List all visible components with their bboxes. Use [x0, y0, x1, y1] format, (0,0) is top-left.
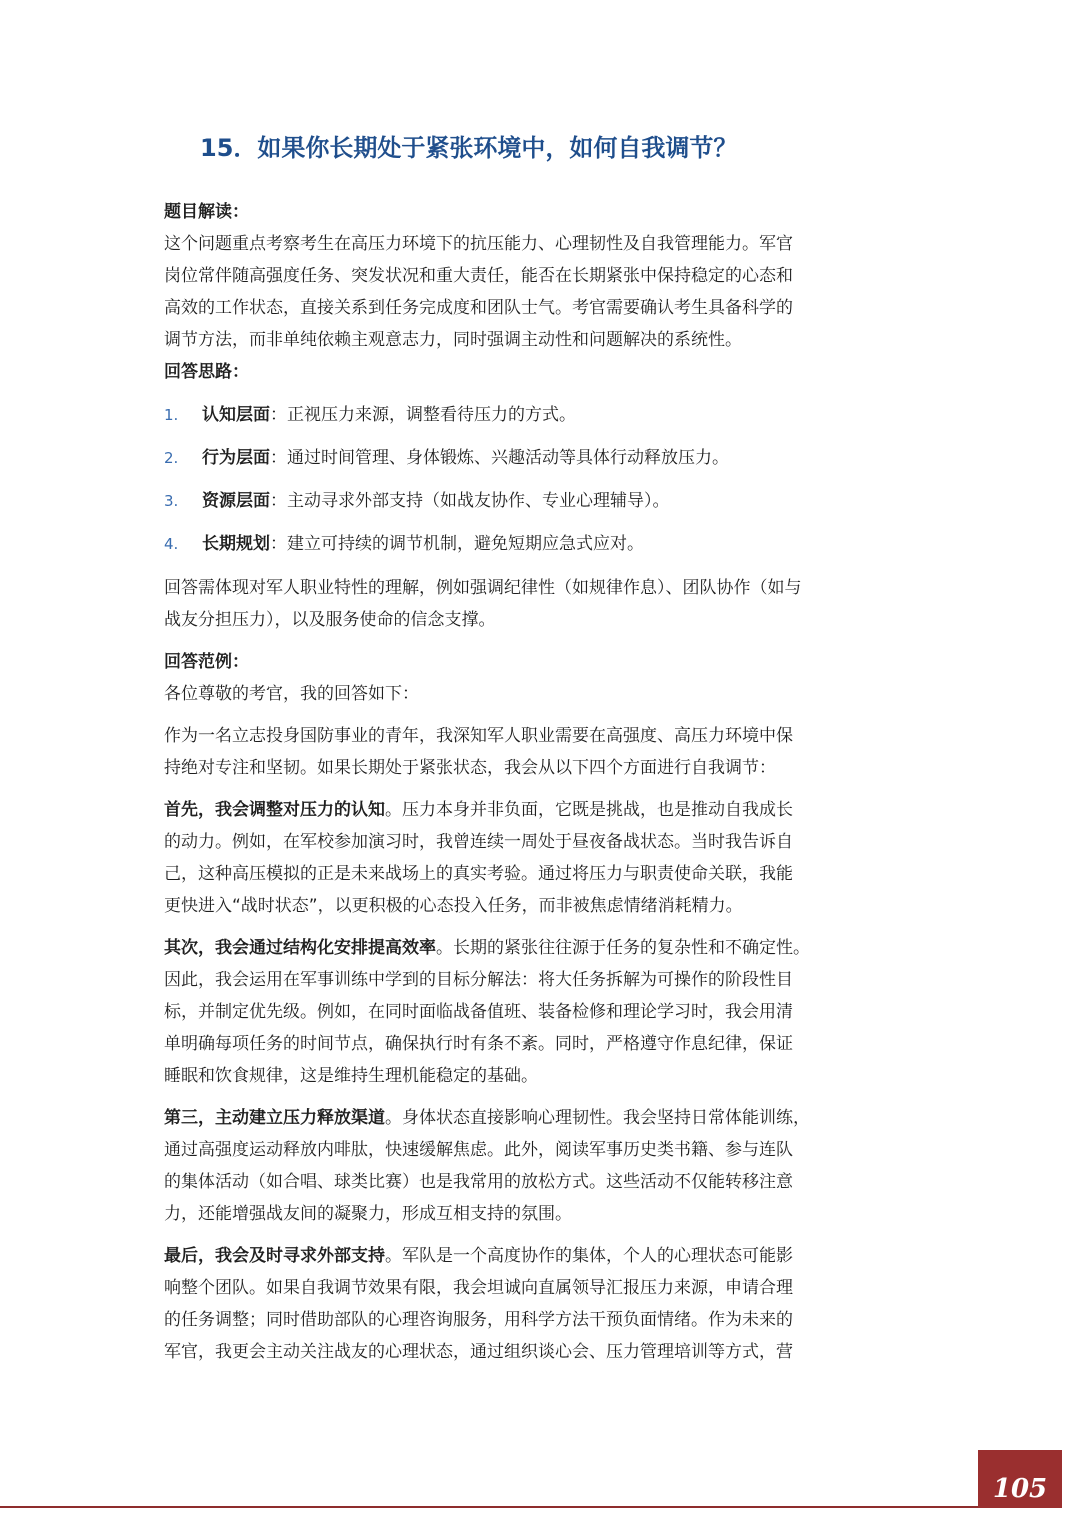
point-text: ：主动寻求外部支持（如战友协作、专业心理辅导）。 [270, 491, 670, 511]
section-line: 睡眠和饮食规律，这是维持生理机能稳定的基础。 [164, 1066, 538, 1086]
example-section-second [164, 932, 934, 1092]
example-section-fourth [164, 1240, 934, 1368]
section-line: 的集体活动（如合唱、球类比赛）也是我常用的放松方式。这些活动不仅能转移注意 [164, 1172, 793, 1192]
section-lead: 其次，我会通过结构化安排提高效率 [164, 938, 436, 958]
analysis-line: 高效的工作状态，直接关系到任务完成度和团队士气。考官需要确认考生具备科学的 [164, 298, 793, 318]
note-line: 战友分担压力），以及服务使命的信念支撑。 [164, 610, 496, 630]
point-heading: 认知层面 [202, 405, 270, 425]
point-heading: 资源层面 [202, 491, 270, 511]
section-line: 因此，我会运用在军事训练中学到的目标分解法：将大任务拆解为可操作的阶段性目 [164, 970, 793, 990]
example-section-third [164, 1102, 934, 1230]
point-heading: 长期规划 [202, 534, 270, 554]
section-lead: 最后，我会及时寻求外部支持 [164, 1246, 385, 1266]
section-lead: 首先，我会调整对压力的认知 [164, 800, 385, 820]
section-line: 通过高强度运动释放内啡肽，快速缓解焦虑。此外，阅读军事历史类书籍、参与连队 [164, 1140, 793, 1160]
approach-note [164, 572, 934, 636]
analysis-line: 岗位常伴随高强度任务、突发状况和重大责任，能否在长期紧张中保持稳定的心态和 [164, 266, 793, 286]
analysis-line: 这个问题重点考察考生在高压力环境下的抗压能力、心理韧性及自我管理能力。军官 [164, 234, 793, 254]
section-line: 的动力。例如，在军校参加演习时，我曾连续一周处于昼夜备战状态。当时我告诉自 [164, 832, 793, 852]
section-line: 更快进入“战时状态”，以更积极的心态投入任务，而非被焦虑情绪消耗精力。 [164, 896, 743, 916]
list-number: 1. [164, 406, 179, 424]
section-line: 响整个团队。如果自我调节效果有限，我会坦诚向直属领导汇报压力来源，申请合理 [164, 1278, 793, 1298]
section-line: 。压力本身并非负面，它既是挑战，也是推动自我成长 [385, 800, 793, 820]
analysis-label: 题目解读： [164, 202, 249, 222]
section-line: 军官，我更会主动关注战友的心理状态，通过组织谈心会、压力管理培训等方式，营 [164, 1342, 793, 1362]
section-lead: 第三，主动建立压力释放渠道 [164, 1108, 385, 1128]
list-number: 2. [164, 449, 179, 467]
list-number: 3. [164, 492, 179, 510]
point-text: ：通过时间管理、身体锻炼、兴趣活动等具体行动释放压力。 [270, 448, 729, 468]
list-item [164, 523, 934, 566]
section-line: 标，并制定优先级。例如，在同时面临战备值班、装备检修和理论学习时，我会用清 [164, 1002, 793, 1022]
section-line: 的任务调整；同时借助部队的心理咨询服务，用科学方法干预负面情绪。作为未来的 [164, 1310, 793, 1330]
note-line: 回答需体现对军人职业特性的理解，例如强调纪律性（如规律作息）、团队协作（如与 [164, 578, 802, 598]
intro-line: 作为一名立志投身国防事业的青年，我深知军人职业需要在高强度、高压力环境中保 [164, 726, 793, 746]
list-item [164, 437, 934, 480]
example-section-first [164, 794, 934, 922]
question-title: 15．如果你长期处于紧张环境中，如何自我调节？ [200, 134, 738, 162]
section-line: 己，这种高压模拟的正是未来战场上的真实考验。通过将压力与职责使命关联，我能 [164, 864, 793, 884]
list-item [164, 480, 934, 523]
section-line: 。身体状态直接影响心理韧性。我会坚持日常体能训练， [385, 1108, 810, 1128]
analysis-text [164, 228, 934, 356]
point-heading: 行为层面 [202, 448, 270, 468]
section-line: 。军队是一个高度协作的集体，个人的心理状态可能影 [385, 1246, 793, 1266]
analysis-line: 调节方法，而非单纯依赖主观意志力，同时强调主动性和问题解决的系统性。 [164, 330, 742, 350]
section-line: 力，还能增强战友间的凝聚力，形成互相支持的氛围。 [164, 1204, 572, 1224]
point-text: ：建立可持续的调节机制，避免短期应急式应对。 [270, 534, 644, 554]
section-line: 。长期的紧张往往源于任务的复杂性和不确定性。 [436, 938, 810, 958]
example-greeting: 各位尊敬的考官，我的回答如下： [164, 684, 419, 704]
page-number-box [978, 1450, 1062, 1508]
list-item [164, 394, 934, 437]
content-body [164, 196, 934, 1368]
point-text: ：正视压力来源，调整看待压力的方式。 [270, 405, 576, 425]
section-line: 单明确每项任务的时间节点，确保执行时有条不紊。同时，严格遵守作息纪律，保证 [164, 1034, 793, 1054]
approach-list [164, 394, 934, 566]
example-label: 回答范例： [164, 652, 249, 672]
page-number: 105 [992, 1474, 1048, 1504]
approach-label: 回答思路： [164, 362, 249, 382]
list-number: 4. [164, 535, 179, 553]
example-intro [164, 720, 934, 784]
footer-line [0, 1506, 1062, 1508]
intro-line: 持绝对专注和坚韧。如果长期处于紧张状态，我会从以下四个方面进行自我调节： [164, 758, 776, 778]
